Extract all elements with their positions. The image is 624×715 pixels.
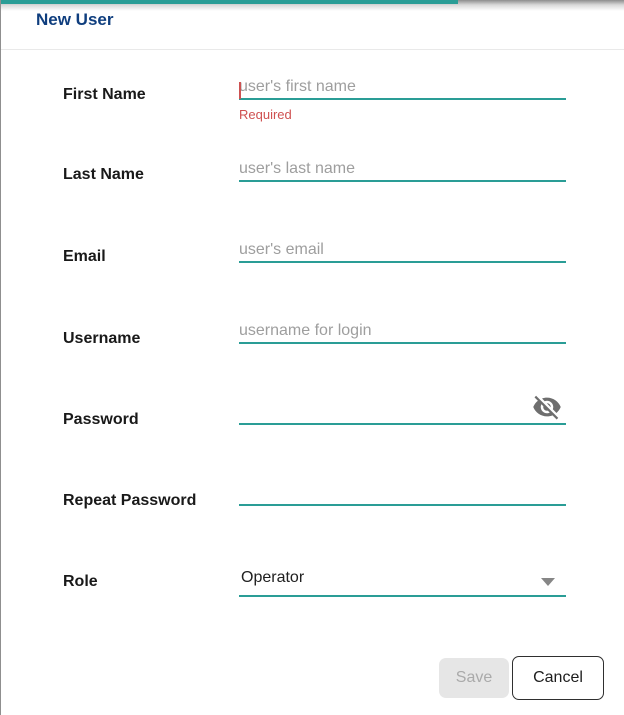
first-name-input[interactable] — [239, 76, 566, 100]
email-input[interactable] — [239, 239, 566, 263]
username-label: Username — [63, 330, 141, 347]
repeat-password-input[interactable] — [239, 482, 566, 506]
password-input[interactable] — [239, 401, 566, 425]
repeat-password-label: Repeat Password — [63, 492, 197, 509]
last-name-label: Last Name — [63, 166, 144, 183]
save-button[interactable]: Save — [439, 658, 509, 698]
toggle-password-visibility-button[interactable] — [532, 392, 562, 422]
role-label: Role — [63, 573, 98, 590]
last-name-input[interactable] — [239, 158, 566, 182]
email-label: Email — [63, 248, 106, 265]
cancel-button[interactable]: Cancel — [512, 656, 604, 700]
text-cursor — [239, 82, 241, 99]
visibility-off-icon — [532, 392, 562, 422]
first-name-error: Required — [239, 107, 292, 122]
title-divider — [1, 49, 624, 50]
progress-bar — [1, 0, 458, 4]
username-input[interactable] — [239, 320, 566, 344]
dialog-title: New User — [36, 10, 114, 29]
chevron-down-icon[interactable] — [541, 578, 555, 586]
password-label: Password — [63, 411, 139, 428]
role-selected-value: Operator — [241, 569, 305, 586]
first-name-label: First Name — [63, 86, 146, 103]
